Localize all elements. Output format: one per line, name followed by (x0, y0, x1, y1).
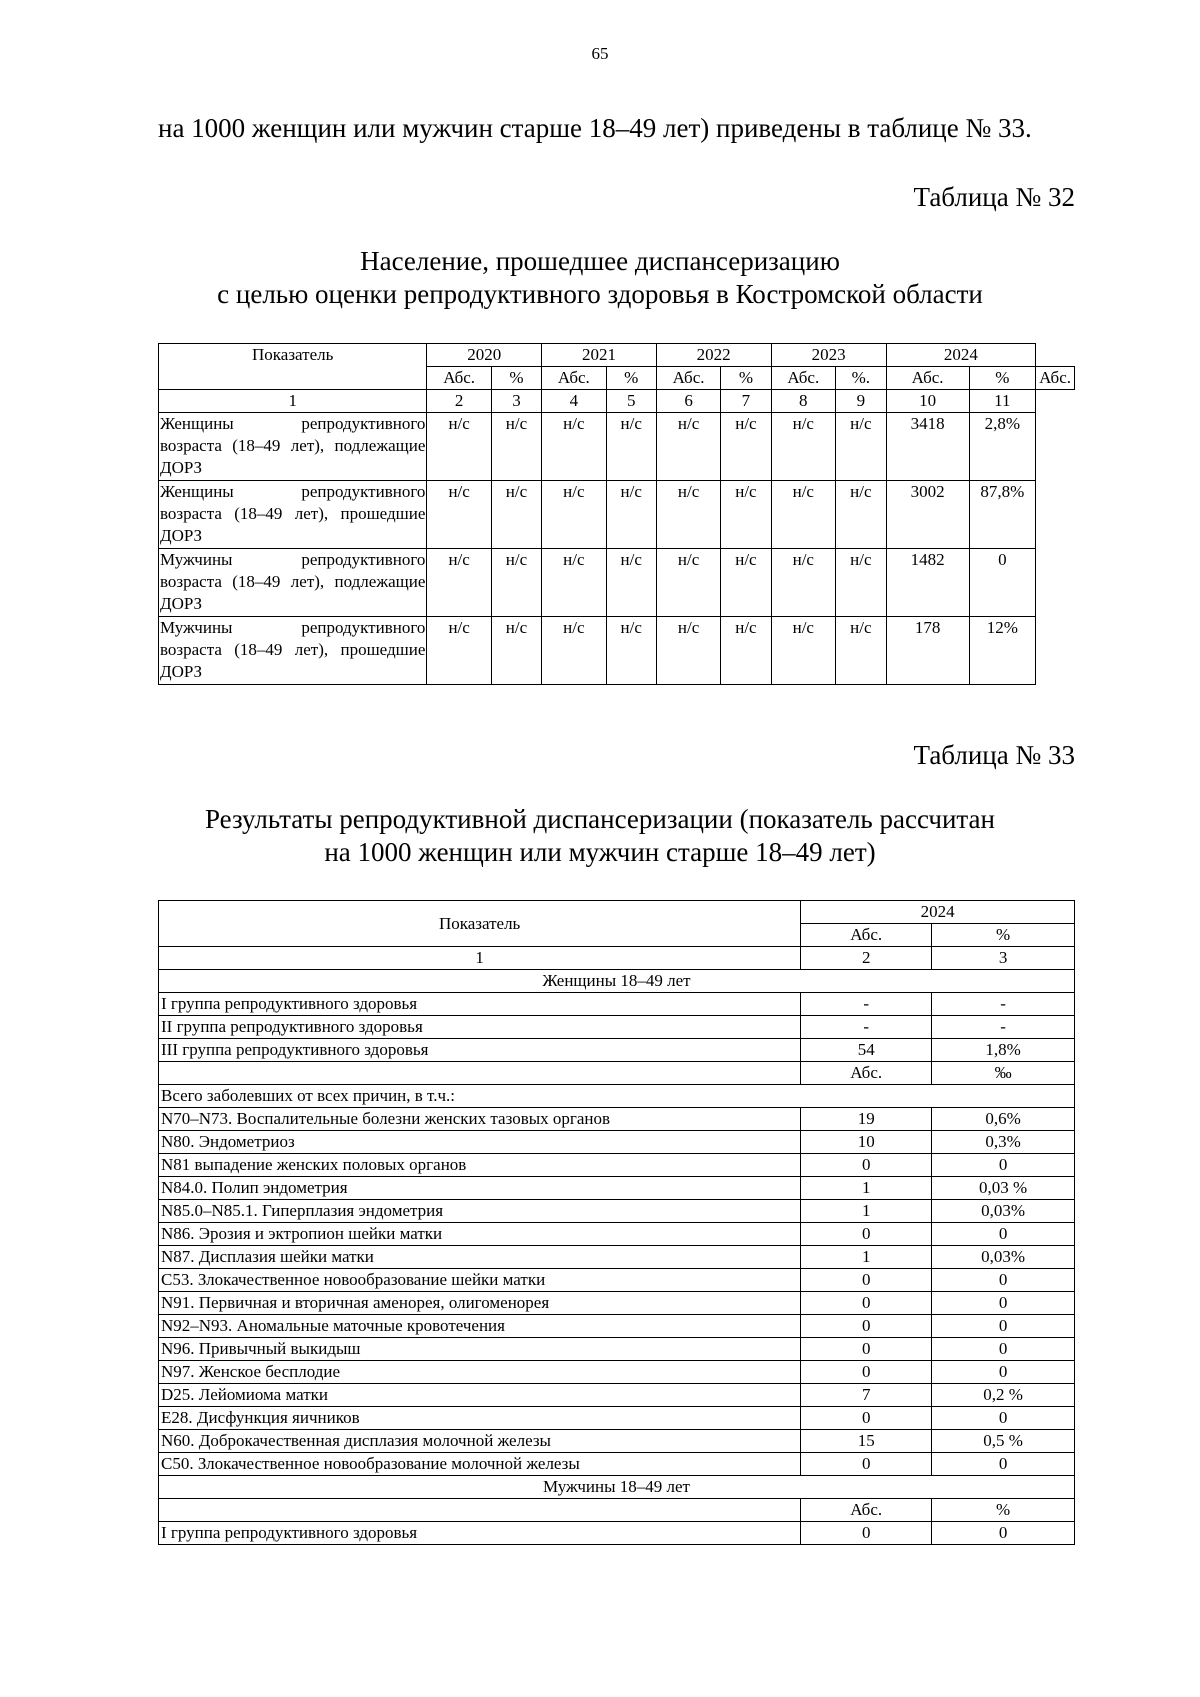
table32-indicator: Женщины репродуктивного возраста (18–49 лет), подлежащие ДОРЗ (159, 413, 427, 481)
table33-disease-row-abs: 0 (801, 1223, 932, 1246)
table32-cell: 12% (969, 617, 1036, 685)
table33-disease-row-name: N96. Привычный выкидыш (159, 1338, 801, 1361)
table32-colnum: 5 (606, 390, 656, 413)
table32-subheader: % (606, 367, 656, 390)
table32-cell: 1482 (886, 549, 969, 617)
table33-women-section: Женщины 18–49 лет (159, 970, 1075, 993)
table32-cell: н/с (771, 617, 836, 685)
table33-label: Таблица № 33 (913, 740, 1075, 770)
table32 (158, 343, 1075, 685)
table33-disease-row-abs: 1 (801, 1177, 932, 1200)
table33-disease-row (159, 1292, 1075, 1315)
table32-indicator: Мужчины репродуктивного возраста (18–49 лет), прошедшие ДОРЗ (159, 617, 427, 685)
table33-women-group-row (159, 993, 1075, 1016)
table32-cell: н/с (836, 549, 887, 617)
table33-disease-row-name: D25. Лейомиома матки (159, 1384, 801, 1407)
table33-title-line1: Результаты репродуктивной диспансеризации (показатель рассчитан (204, 804, 995, 834)
table33-disease-row-name: N60. Доброкачественная дисплазия молочной железы (159, 1430, 801, 1453)
table33-disease-row-name: С53. Злокачественное новообразование шейки матки (159, 1269, 801, 1292)
table33-disease-row (159, 1315, 1075, 1338)
table32-year: 2020 (427, 344, 542, 367)
table32-row (159, 549, 1075, 617)
table32-cell: н/с (836, 617, 887, 685)
table33-disease-row (159, 1361, 1075, 1384)
table33-disease-row-abs: 0 (801, 1154, 932, 1177)
table33-disease-row-abs: 0 (801, 1292, 932, 1315)
table33-year-row (159, 901, 1075, 924)
table33-unit-row-name (159, 1062, 801, 1085)
table32-cell: н/с (656, 549, 721, 617)
intro-paragraph: на 1000 женщин или мужчин старше 18–49 лет) приведены в таблице № 33. (158, 113, 1032, 143)
table32-cell: н/с (491, 617, 541, 685)
table33-disease-row-pct: 0 (932, 1407, 1075, 1430)
table33-disease-row (159, 1269, 1075, 1292)
table33-disease-row (159, 1338, 1075, 1361)
table32-colnum: 9 (836, 390, 887, 413)
table33-men-section: Мужчины 18–49 лет (159, 1476, 1075, 1499)
table32-cell: н/с (771, 549, 836, 617)
table33-women-group-row-abs: 54 (801, 1039, 932, 1062)
table32-cell: 178 (886, 617, 969, 685)
table33-disease-row-name: N86. Эрозия и эктропион шейки матки (159, 1223, 801, 1246)
table33-women-group-row-name: III группа репродуктивного здоровья (159, 1039, 801, 1062)
table33-disease-row-abs: 1 (801, 1200, 932, 1223)
table33-women-group-row-pct: - (932, 993, 1075, 1016)
table33-disease-row-abs: 19 (801, 1108, 932, 1131)
table32-indicator: Мужчины репродуктивного возраста (18–49 лет), подлежащие ДОРЗ (159, 549, 427, 617)
table32-subheader: Абс. (427, 367, 492, 390)
table33-disease-row-abs: 0 (801, 1269, 932, 1292)
table33-year: 2024 (801, 901, 1075, 924)
table33-disease-row (159, 1131, 1075, 1154)
table33-disease-row-pct: 0,03 % (932, 1177, 1075, 1200)
table32-cell: н/с (721, 549, 771, 617)
table33-disease-row-pct: 0 (932, 1154, 1075, 1177)
table32-cell: н/с (606, 481, 656, 549)
table32-cell: н/с (491, 481, 541, 549)
table32-year: 2022 (656, 344, 771, 367)
table32-cell: н/с (542, 617, 607, 685)
table33-abs-header: Абс. (801, 924, 932, 947)
table33-total-row (159, 1085, 1075, 1108)
table33-women-group-row (159, 1039, 1075, 1062)
table32-cell: н/с (542, 413, 607, 481)
table32-subheader: Абс. (656, 367, 721, 390)
table32-subheader: % (969, 367, 1036, 390)
table32-cell: н/с (721, 617, 771, 685)
table33-disease-row-pct: 0 (932, 1269, 1075, 1292)
table32-indicator-header: Показатель (159, 344, 427, 390)
table33-disease-row-name: N84.0. Полип эндометрия (159, 1177, 801, 1200)
table33-pct-header: % (932, 924, 1075, 947)
table33-women-group-row-name: I группа репродуктивного здоровья (159, 993, 801, 1016)
table33-disease-row-abs: 0 (801, 1361, 932, 1384)
table32-cell: н/с (721, 413, 771, 481)
table33-women-group-row-pct: - (932, 1016, 1075, 1039)
table32-row (159, 413, 1075, 481)
table32-colnum: 1 (159, 390, 427, 413)
table33-disease-row-name: N85.0–N85.1. Гиперплазия эндометрия (159, 1200, 801, 1223)
table33-disease-row-pct: 0 (932, 1338, 1075, 1361)
table33-disease-row (159, 1453, 1075, 1476)
table32-body (159, 344, 1075, 685)
table33-disease-row-name: N70–N73. Воспалительные болезни женских тазовых органов (159, 1108, 801, 1131)
table32-cell: н/с (542, 481, 607, 549)
table32-row (159, 617, 1075, 685)
table33-disease-row-pct: 0 (932, 1292, 1075, 1315)
table32-cell: 3002 (886, 481, 969, 549)
table32-row (159, 481, 1075, 549)
table33-disease-row-pct: 0,3% (932, 1131, 1075, 1154)
table33-men-section-row (159, 1476, 1075, 1499)
table33-women-group-row-abs: - (801, 1016, 932, 1039)
table32-colnum: 4 (542, 390, 607, 413)
table32-subheader: Абс. (771, 367, 836, 390)
table33-colnum: 1 (159, 947, 801, 970)
table33-women-group-row (159, 1016, 1075, 1039)
table32-cell: н/с (656, 617, 721, 685)
table33-disease-row-pct: 0,5 % (932, 1430, 1075, 1453)
page-number: 65 (591, 44, 609, 63)
table32-cell: н/с (427, 413, 492, 481)
table33-disease-row-pct: 0,03% (932, 1200, 1075, 1223)
table33-women-group-row-pct: 1,8% (932, 1039, 1075, 1062)
table33-disease-row-name: N91. Первичная и вторичная аменорея, олигоменорея (159, 1292, 801, 1315)
table32-title-line1: Население, прошедшее диспансеризацию (360, 246, 840, 276)
table32-colnum: 8 (771, 390, 836, 413)
table33-men-unit-row-name (159, 1499, 801, 1522)
table32-cell: н/с (491, 413, 541, 481)
table32-cell: 0 (969, 549, 1036, 617)
table33-disease-row (159, 1384, 1075, 1407)
table33-women-group-row-name: II группа репродуктивного здоровья (159, 1016, 801, 1039)
table32-colnum: 7 (721, 390, 771, 413)
table32-cell: н/с (606, 413, 656, 481)
table32-cell: н/с (606, 617, 656, 685)
table33-women-section-row (159, 970, 1075, 993)
table32-cell: н/с (656, 481, 721, 549)
table33 (158, 900, 1075, 1545)
table32-cell: н/с (656, 413, 721, 481)
table32-cell: 3418 (886, 413, 969, 481)
table33-disease-row-name: E28. Дисфункция яичников (159, 1407, 801, 1430)
table32-label: Таблица № 32 (913, 182, 1075, 212)
table32-cell: н/с (427, 549, 492, 617)
table32-year-row (159, 344, 1075, 367)
table32-title-line2: с целью оценки репродуктивного здоровья в Костромской области (217, 279, 983, 309)
table33-disease-row-abs: 15 (801, 1430, 932, 1453)
table33-disease-row-abs: 10 (801, 1131, 932, 1154)
table32-colnum: 6 (656, 390, 721, 413)
table33-disease-row-pct: 0 (932, 1315, 1075, 1338)
table32-cell: н/с (606, 549, 656, 617)
table32-colnum-row (159, 390, 1075, 413)
table33-disease-row (159, 1430, 1075, 1453)
table33-disease-row-abs: 1 (801, 1246, 932, 1269)
table33-disease-row (159, 1200, 1075, 1223)
table33-disease-row-pct: 0 (932, 1223, 1075, 1246)
table33-men-unit-row-pct: % (932, 1499, 1075, 1522)
table32-subheader: % (491, 367, 541, 390)
table32-cell: н/с (491, 549, 541, 617)
table33-total-label: Всего заболевших от всех причин, в т.ч.: (159, 1085, 1075, 1108)
table33-disease-row-abs: 7 (801, 1384, 932, 1407)
table32-colnum: 11 (969, 390, 1036, 413)
table33-women-group-row-abs: - (801, 993, 932, 1016)
table33-body (159, 901, 1075, 1545)
table33-disease-row (159, 1108, 1075, 1131)
table33-disease-row (159, 1177, 1075, 1200)
table33-disease-row (159, 1407, 1075, 1430)
table33-unit-row-pct: ‰ (932, 1062, 1075, 1085)
table33-disease-row-pct: 0,6% (932, 1108, 1075, 1131)
table33-disease-row-pct: 0,03% (932, 1246, 1075, 1269)
table32-cell: н/с (771, 413, 836, 481)
table32-cell: н/с (836, 481, 887, 549)
table33-disease-row-name: N92–N93. Аномальные маточные кровотечения (159, 1315, 801, 1338)
table32-subheader: % (721, 367, 771, 390)
table33-men-group-row-name: I группа репродуктивного здоровья (159, 1522, 801, 1545)
table32-subheader: %. (836, 367, 887, 390)
table33-disease-row (159, 1223, 1075, 1246)
table33-men-unit-row-abs: Абс. (801, 1499, 932, 1522)
table33-disease-row-pct: 0 (932, 1453, 1075, 1476)
table32-cell: н/с (836, 413, 887, 481)
table32-cell: 2,8% (969, 413, 1036, 481)
table32-year: 2021 (542, 344, 657, 367)
table33-men-group-row-pct: 0 (932, 1522, 1075, 1545)
table32-colnum: 3 (491, 390, 541, 413)
table32-cell: н/с (771, 481, 836, 549)
table32-cell: н/с (721, 481, 771, 549)
table33-disease-row-name: С50. Злокачественное новообразование молочной железы (159, 1453, 801, 1476)
table32-colnum: 2 (427, 390, 492, 413)
table33-disease-row-name: N97. Женское бесплодие (159, 1361, 801, 1384)
table32-subheader: Абс. (542, 367, 607, 390)
table33-disease-row-abs: 0 (801, 1453, 932, 1476)
table32-year: 2023 (771, 344, 886, 367)
table32-cell: н/с (427, 617, 492, 685)
table32-year: 2024 (886, 344, 1036, 367)
table33-disease-row (159, 1246, 1075, 1269)
table33-men-group-row-abs: 0 (801, 1522, 932, 1545)
table33-disease-row-abs: 0 (801, 1338, 932, 1361)
table33-unit-row-abs: Абс. (801, 1062, 932, 1085)
table33-men-group-row (159, 1522, 1075, 1545)
table32-cell: 87,8% (969, 481, 1036, 549)
table33-disease-row-name: N81 выпадение женских половых органов (159, 1154, 801, 1177)
table32-title (100, 245, 1100, 311)
table33-unit-row (159, 1062, 1075, 1085)
table33-title-line2: на 1000 женщин или мужчин старше 18–49 лет) (324, 837, 876, 867)
table33-title (100, 803, 1100, 869)
table32-subheader: Абс. (1036, 367, 1075, 390)
table33-colnum: 2 (801, 947, 932, 970)
table33-disease-row-pct: 0 (932, 1361, 1075, 1384)
table33-colnum: 3 (932, 947, 1075, 970)
table33-disease-row-name: N87. Дисплазия шейки матки (159, 1246, 801, 1269)
table32-subheader: Абс. (886, 367, 969, 390)
table32-cell: н/с (542, 549, 607, 617)
table33-disease-row-abs: 0 (801, 1407, 932, 1430)
table32-indicator: Женщины репродуктивного возраста (18–49 лет), прошедшие ДОРЗ (159, 481, 427, 549)
table33-disease-row-abs: 0 (801, 1315, 932, 1338)
table33-colnum-row (159, 947, 1075, 970)
table32-cell: н/с (427, 481, 492, 549)
table33-indicator-header: Показатель (159, 901, 801, 947)
table33-disease-row-pct: 0,2 % (932, 1384, 1075, 1407)
table33-disease-row (159, 1154, 1075, 1177)
table33-disease-row-name: N80. Эндометриоз (159, 1131, 801, 1154)
table33-men-unit-row (159, 1499, 1075, 1522)
table32-colnum: 10 (886, 390, 969, 413)
